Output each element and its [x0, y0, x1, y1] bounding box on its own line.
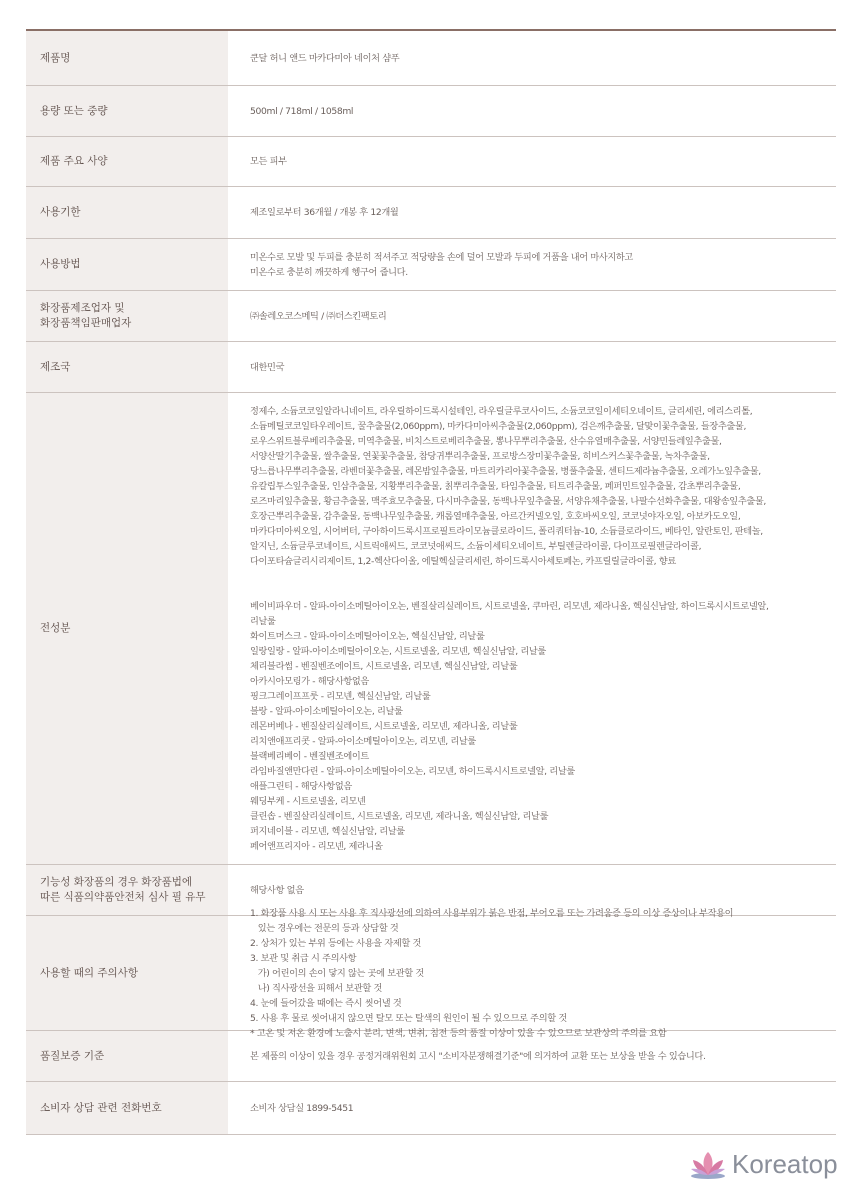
row-label: 전성분	[26, 393, 228, 864]
row-label: 사용방법	[26, 239, 228, 290]
value-line: 페어앤프리지아 - 리모넨, 제라니올	[250, 840, 383, 852]
value-line: 본 제품의 이상이 있을 경우 공정거래위원회 고시 "소비자분쟁해결기준"에 의거하여 교환 또는 보상을 받을 수 있습니다.	[250, 1050, 706, 1062]
row-value	[228, 86, 836, 136]
row-label: 사용기한	[26, 187, 228, 238]
row-value	[228, 1031, 836, 1081]
value-line	[250, 569, 769, 584]
value-line: 핑크그레이프프룻 - 리모넨, 헥실신남알, 리날룰	[250, 690, 431, 702]
value-line: 나) 직사광선을 피해서 보관할 것	[250, 982, 383, 994]
table-row	[26, 137, 836, 187]
table-row	[26, 393, 836, 865]
value-line: 당느릅나무뿌리추출물, 라벤더꽃추출물, 레몬밤잎추출물, 마트리카리아꽃추출물, 병풀추출물, 센티드제라늄추출물, 오레가노잎추출물,	[250, 465, 761, 477]
value-line	[250, 584, 769, 599]
value-line: 4. 눈에 들어갔을 때에는 즉시 씻어낼 것	[250, 997, 402, 1009]
row-label: 소비자 상담 관련 전화번호	[26, 1082, 228, 1134]
value-line: 호장근뿌리추출물, 감추출물, 동백나무잎추출물, 캐롭열매추출물, 아르간커넬오일, 호호바씨오일, 코코넛야자오일, 아보카도오일,	[250, 510, 741, 522]
value-line: 리날룰	[250, 615, 276, 627]
row-value	[228, 1082, 836, 1134]
lotus-icon	[688, 1148, 728, 1180]
row-label: 품질보증 기준	[26, 1031, 228, 1081]
value-line: 미온수로 모발 및 두피를 충분히 적셔주고 적당량을 손에 덜어 모발과 두피에 거품을 내어 마사지하고	[250, 251, 633, 263]
value-line: 쿤달 허니 앤드 마카다미아 네이처 샴푸	[250, 52, 400, 64]
value-line: 퍼지네이블 - 리모넨, 헥실신남알, 리날룰	[250, 825, 405, 837]
value-line: 라임바질앤만다린 - 알파-아이소메틸아이오논, 리모넨, 하이드록시시트로넬알, 리날룰	[250, 765, 575, 777]
value-line: 클린솝 - 벤질살리실레이트, 시트로넬올, 리모넨, 제라니올, 헥실신남알, 리날룰	[250, 810, 549, 822]
row-value	[228, 187, 836, 238]
value-line: 로우스위트블루베리추출물, 미역추출물, 비치스트로베리추출물, 뽕나무뿌리추출물, 산수유열매추출물, 서양민들레잎추출물,	[250, 435, 722, 447]
row-label: 기능성 화장품의 경우 화장품법에 따른 식품의약품안전처 심사 필 유무	[26, 865, 228, 915]
row-label: 제품 주요 사양	[26, 137, 228, 186]
value-line: 알지닌, 소듐글루코네이트, 시트릭애씨드, 코코넛애씨드, 소듐이세티오네이트, 부틸렌글라이콜, 다이프로필렌글라이콜,	[250, 540, 702, 552]
value-line: 제조일로부터 36개월 / 개봉 후 12개월	[250, 207, 399, 218]
value-line: 일랑일랑 - 알파-아이소메틸아이오논, 시트로넬올, 리모넨, 헥실신남알, 리날룰	[250, 645, 546, 657]
value-line: 레몬버베나 - 벤질살리실레이트, 시트로넬올, 리모넨, 제라니올, 리날룰	[250, 720, 518, 732]
row-label: 화장품제조업자 및 화장품책임판매업자	[26, 291, 228, 341]
value-line: 5. 사용 후 물로 씻어내지 않으면 탈모 또는 탈색의 원인이 될 수 있으므로 주의할 것	[250, 1012, 567, 1024]
value-line: 다이포타슘글리시리제이트, 1,2-헥산다이올, 에틸헥실글리세린, 하이드록시아세토페논, 카프릴릴글라이콜, 향료	[250, 555, 676, 567]
table-row	[26, 291, 836, 342]
value-line: 마카다미아씨오일, 시어버터, 구아하이드록시프로필트라이모늄클로라이드, 폴리쿼터늄-10, 소듐클로라이드, 베타인, 알란토인, 판테놀,	[250, 525, 763, 537]
table-row	[26, 1082, 836, 1135]
value-line: 화이트머스크 - 알파-아이소메틸아이오논, 헥실신남알, 리날룰	[250, 630, 485, 642]
row-label: 제조국	[26, 342, 228, 392]
value-line: 3. 보관 및 취급 시 주의사항	[250, 952, 357, 964]
value-line: 2. 상처가 있는 부위 등에는 사용을 자제할 것	[250, 937, 421, 949]
value-line: 블랑 - 알파-아이소메틸아이오논, 리날룰	[250, 705, 403, 717]
row-value	[228, 239, 836, 290]
table-row	[26, 187, 836, 239]
table-row	[26, 907, 836, 1039]
table-row	[26, 342, 836, 393]
value-line: 로즈마리잎추출물, 황금추출물, 맥주효모추출물, 다시마추출물, 동백나무잎추출물, 서양유채추출물, 나팔수선화추출물, 대왕송잎추출물,	[250, 495, 766, 507]
row-value	[228, 137, 836, 186]
product-info-table	[26, 29, 836, 1135]
value-line: 소비자 상담실 1899-5451	[250, 1102, 354, 1114]
value-line: 서양산딸기추출물, 쌀추출물, 연꽃꽃추출물, 참당귀뿌리추출물, 프로방스장미꽃추출물, 히비스커스꽃추출물, 녹차추출물,	[250, 450, 710, 462]
value-line: 웨딩부케 - 시트로넬올, 리모넨	[250, 795, 366, 807]
value-line: 대한민국	[250, 361, 285, 373]
row-label: 사용할 때의 주의사항	[26, 916, 228, 1030]
value-line: 베이비파우더 - 알파-아이소메틸아이오논, 벤질살리실레이트, 시트로넬올, 쿠마린, 리모넨, 제라니올, 헥실신남알, 하이드록시시트로넬알,	[250, 600, 769, 612]
value-line: 1. 화장품 사용 시 또는 사용 후 직사광선에 의하여 사용부위가 붉은 반점, 부어오름 또는 가려움증 등의 이상 증상이나 부작용이	[250, 907, 734, 919]
row-value	[228, 393, 836, 864]
row-label: 용량 또는 중량	[26, 86, 228, 136]
value-line: 500ml / 718ml / 1058ml	[250, 105, 354, 117]
table-row	[26, 31, 836, 86]
row-label: 제품명	[26, 31, 228, 85]
value-line: 블랙베리베이 - 벤질벤조에이트	[250, 750, 369, 762]
row-value	[228, 342, 836, 392]
value-line: 미온수로 충분히 깨끗하게 헹구어 줍니다.	[250, 266, 408, 278]
value-line: ㈜솔레오코스메틱 / ㈜더스킨팩토리	[250, 310, 387, 322]
watermark-text: Koreatop	[732, 1148, 838, 1179]
value-line: 해당사항 없음	[250, 884, 304, 896]
value-line: * 고온 및 저온 환경에 노출시 분리, 변색, 변취, 침전 등의 품질 이상이 있을 수 있으므로 보관상의 주의를 요함	[250, 1027, 667, 1039]
value-line: 리치앤애프리콧 - 알파-아이소메틸아이오논, 리모넨, 리날룰	[250, 735, 476, 747]
row-value	[228, 907, 836, 1039]
table-row	[26, 239, 836, 291]
row-value	[228, 291, 836, 341]
koreatop-watermark	[688, 1148, 838, 1180]
row-value	[228, 31, 836, 85]
value-line: 체리블라썸 - 벤질벤조에이트, 시트로넬올, 리모넨, 헥실신남알, 리날룰	[250, 660, 518, 672]
table-row	[26, 86, 836, 137]
value-line: 애플그린티 - 해당사항없음	[250, 780, 352, 792]
value-line: 아카시아모링가 - 해당사항없음	[250, 675, 369, 687]
table-row	[26, 1031, 836, 1082]
value-line: 모든 피부	[250, 156, 287, 167]
value-line: 있는 경우에는 전문의 등과 상담할 것	[250, 922, 399, 934]
value-line: 정제수, 소듐코코일알라니네이트, 라우릴하이드록시설테인, 라우릴글루코사이드, 소듐코코일이세티오네이트, 글리세린, 에리스리톨,	[250, 405, 753, 417]
value-line: 가) 어린이의 손이 닿지 않는 곳에 보관할 것	[250, 967, 424, 979]
value-line: 소듐메틸코코일타우레이트, 꿀추출물(2,060ppm), 마카다미아씨추출물(2,060ppm), 검은깨추출물, 달맞이꽃추출물, 들장추출물,	[250, 420, 747, 432]
value-line: 유칼립투스잎추출물, 인삼추출물, 지황뿌리추출물, 칡뿌리추출물, 타임추출물, 티트리추출물, 페퍼민트잎추출물, 감초뿌리추출물,	[250, 480, 741, 492]
